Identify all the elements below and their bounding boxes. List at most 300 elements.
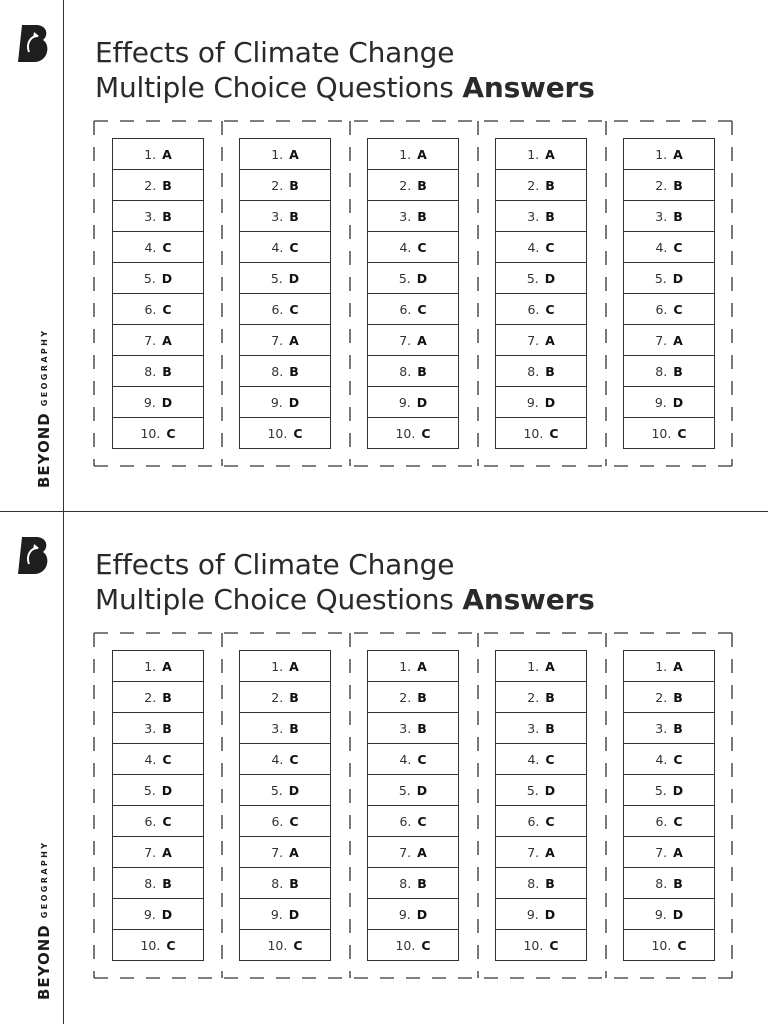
answer-letter: C	[545, 751, 555, 767]
answer-letter: B	[673, 875, 683, 891]
answer-row	[113, 263, 203, 294]
answer-row	[624, 899, 714, 930]
answer-row	[368, 263, 458, 294]
answer-letter: B	[417, 177, 427, 193]
answer-row	[368, 682, 458, 713]
question-number: 5.	[526, 782, 539, 798]
question-number: 10.	[140, 425, 161, 441]
question-number: 2.	[399, 177, 412, 193]
answer-row	[496, 201, 586, 232]
answer-letter: D	[416, 782, 428, 798]
answer-letter: B	[162, 208, 172, 224]
answer-row	[240, 837, 330, 868]
answer-row	[496, 806, 586, 837]
answer-letter: A	[417, 658, 427, 674]
answer-letter: A	[417, 844, 427, 860]
answer-letter: D	[416, 394, 428, 410]
question-number: 1.	[399, 146, 412, 162]
question-number: 9.	[654, 394, 667, 410]
answer-letter: B	[417, 720, 427, 736]
answer-column	[495, 650, 587, 961]
answer-row	[368, 744, 458, 775]
answer-row	[113, 682, 203, 713]
answer-column	[623, 138, 715, 449]
question-number: 2.	[271, 177, 284, 193]
question-number: 2.	[144, 177, 157, 193]
question-number: 10.	[651, 937, 672, 953]
answer-row	[368, 325, 458, 356]
question-number: 4.	[655, 239, 668, 255]
question-number: 7.	[144, 844, 157, 860]
answer-row	[496, 713, 586, 744]
question-number: 4.	[655, 751, 668, 767]
question-number: 5.	[143, 782, 156, 798]
brand-subname: GEOGRAPHY	[40, 840, 49, 919]
question-number: 10.	[140, 937, 161, 953]
answer-row	[368, 139, 458, 170]
answer-row	[624, 418, 714, 448]
question-number: 8.	[527, 363, 540, 379]
answer-row	[368, 868, 458, 899]
answer-letter: A	[545, 658, 555, 674]
page-title	[95, 547, 595, 617]
answer-letter: A	[673, 146, 683, 162]
answer-row	[240, 232, 330, 263]
question-number: 5.	[270, 782, 283, 798]
answer-row	[496, 387, 586, 418]
question-number: 3.	[527, 208, 540, 224]
answer-letter: D	[672, 270, 684, 286]
answer-row	[368, 806, 458, 837]
answer-row	[113, 837, 203, 868]
answer-row	[113, 201, 203, 232]
question-number: 4.	[399, 751, 412, 767]
question-number: 4.	[399, 239, 412, 255]
answer-row	[368, 837, 458, 868]
question-number: 2.	[144, 689, 157, 705]
answer-letter: B	[673, 363, 683, 379]
question-number: 8.	[527, 875, 540, 891]
answer-row	[496, 899, 586, 930]
answer-letter: B	[673, 208, 683, 224]
answer-row	[240, 651, 330, 682]
answer-letter: C	[673, 751, 683, 767]
question-number: 10.	[651, 425, 672, 441]
question-number: 7.	[527, 844, 540, 860]
answer-letter: C	[673, 239, 683, 255]
question-number: 6.	[655, 813, 668, 829]
title-line-2: Multiple Choice Questions	[95, 71, 454, 104]
question-number: 6.	[271, 813, 284, 829]
answer-letter: A	[289, 658, 299, 674]
question-number: 9.	[143, 394, 156, 410]
question-number: 8.	[399, 875, 412, 891]
answer-row	[240, 899, 330, 930]
answer-letter: A	[162, 658, 172, 674]
answer-letter: B	[545, 720, 555, 736]
answer-letter: B	[289, 363, 299, 379]
answer-letter: C	[162, 813, 172, 829]
brand-wordmark	[34, 329, 53, 488]
answer-letter: D	[544, 906, 556, 922]
question-number: 3.	[655, 208, 668, 224]
answer-column	[239, 650, 331, 961]
answer-row	[113, 868, 203, 899]
answer-letter: D	[161, 782, 173, 798]
answer-letter: A	[545, 332, 555, 348]
question-number: 7.	[271, 332, 284, 348]
answer-letter: B	[162, 177, 172, 193]
question-number: 9.	[526, 394, 539, 410]
answer-row	[624, 744, 714, 775]
question-number: 3.	[144, 208, 157, 224]
answer-row	[240, 356, 330, 387]
question-number: 3.	[399, 720, 412, 736]
brand-name: BEYOND	[35, 924, 53, 1000]
answer-row	[368, 775, 458, 806]
question-number: 8.	[271, 363, 284, 379]
answer-row	[368, 170, 458, 201]
answer-letter: C	[545, 239, 555, 255]
answer-letter: B	[545, 689, 555, 705]
question-number: 8.	[144, 875, 157, 891]
answer-row	[496, 682, 586, 713]
answer-letter: D	[544, 270, 556, 286]
answer-letter: C	[162, 239, 172, 255]
answer-row	[368, 356, 458, 387]
answer-row	[496, 775, 586, 806]
answer-letter: B	[417, 875, 427, 891]
question-number: 9.	[654, 906, 667, 922]
answer-letter: C	[421, 425, 431, 441]
answer-column	[495, 138, 587, 449]
question-number: 4.	[271, 751, 284, 767]
answer-letter: D	[161, 906, 173, 922]
answer-row	[113, 139, 203, 170]
answer-letter: C	[545, 813, 555, 829]
answer-row	[113, 418, 203, 448]
answer-row	[624, 930, 714, 960]
question-number: 5.	[398, 782, 411, 798]
answer-row	[496, 651, 586, 682]
margin-line	[63, 512, 64, 1024]
question-number: 1.	[399, 658, 412, 674]
answer-row	[240, 263, 330, 294]
answer-row	[368, 294, 458, 325]
answer-row	[240, 868, 330, 899]
answer-column	[367, 650, 459, 961]
question-number: 1.	[655, 658, 668, 674]
title-line-2: Multiple Choice Questions	[95, 583, 454, 616]
answer-letter: C	[549, 425, 559, 441]
answer-row	[240, 418, 330, 448]
answer-row	[496, 263, 586, 294]
question-number: 6.	[527, 301, 540, 317]
answer-row	[368, 418, 458, 448]
question-number: 1.	[527, 658, 540, 674]
answer-letter: C	[289, 751, 299, 767]
answer-row	[240, 744, 330, 775]
answer-letter: C	[417, 301, 427, 317]
question-number: 4.	[144, 239, 157, 255]
question-number: 1.	[271, 658, 284, 674]
answer-row	[113, 930, 203, 960]
question-number: 5.	[654, 270, 667, 286]
answer-letter: C	[289, 301, 299, 317]
answer-letter: C	[677, 425, 687, 441]
question-number: 2.	[655, 689, 668, 705]
answer-letter: A	[545, 146, 555, 162]
answer-letter: C	[417, 239, 427, 255]
answer-row	[240, 775, 330, 806]
question-number: 6.	[399, 813, 412, 829]
answer-row	[624, 713, 714, 744]
answer-letter: C	[421, 937, 431, 953]
answer-letter: D	[544, 782, 556, 798]
answer-row	[368, 930, 458, 960]
answer-row	[624, 837, 714, 868]
answer-row	[496, 837, 586, 868]
answer-row	[496, 294, 586, 325]
answer-row	[113, 713, 203, 744]
answer-letter: A	[673, 332, 683, 348]
answer-letter: C	[677, 937, 687, 953]
answer-row	[368, 387, 458, 418]
answer-letter: D	[672, 906, 684, 922]
answer-letter: B	[289, 689, 299, 705]
answer-row	[113, 775, 203, 806]
answer-letter: C	[417, 813, 427, 829]
question-number: 10.	[267, 937, 288, 953]
answer-letter: C	[293, 425, 303, 441]
answer-row	[240, 201, 330, 232]
question-number: 10.	[523, 425, 544, 441]
answer-row	[240, 170, 330, 201]
answer-row	[624, 806, 714, 837]
answer-row	[113, 744, 203, 775]
answer-letter: C	[162, 751, 172, 767]
answer-letter: C	[293, 937, 303, 953]
answer-letter: C	[673, 813, 683, 829]
answer-letter: B	[545, 363, 555, 379]
answer-row	[240, 682, 330, 713]
question-number: 2.	[399, 689, 412, 705]
answer-row	[240, 294, 330, 325]
answer-column	[112, 138, 204, 449]
answer-row	[113, 232, 203, 263]
answer-letter: A	[289, 844, 299, 860]
answer-letter: D	[161, 394, 173, 410]
answer-letter: D	[416, 906, 428, 922]
question-number: 2.	[655, 177, 668, 193]
question-number: 3.	[144, 720, 157, 736]
answer-row	[624, 775, 714, 806]
question-number: 8.	[655, 363, 668, 379]
question-number: 7.	[144, 332, 157, 348]
title-bold-answers: Answers	[462, 583, 595, 616]
answer-key-cutout	[93, 120, 733, 467]
answer-letter: D	[288, 906, 300, 922]
answer-row	[113, 356, 203, 387]
answer-row	[496, 744, 586, 775]
question-number: 6.	[655, 301, 668, 317]
answer-row	[624, 294, 714, 325]
answer-letter: B	[162, 363, 172, 379]
answer-letter: D	[672, 782, 684, 798]
answer-letter: B	[289, 875, 299, 891]
answer-letter: A	[673, 658, 683, 674]
answer-row	[368, 713, 458, 744]
beyond-logo-icon	[16, 24, 50, 64]
question-number: 6.	[399, 301, 412, 317]
question-number: 9.	[398, 394, 411, 410]
question-number: 8.	[144, 363, 157, 379]
question-number: 2.	[527, 177, 540, 193]
brand-subname: GEOGRAPHY	[40, 328, 49, 407]
answer-letter: A	[417, 146, 427, 162]
answer-letter: C	[673, 301, 683, 317]
answer-row	[113, 170, 203, 201]
answer-row	[624, 387, 714, 418]
question-number: 3.	[271, 720, 284, 736]
answer-letter: B	[289, 208, 299, 224]
answer-row	[113, 651, 203, 682]
question-number: 1.	[144, 146, 157, 162]
answer-row	[624, 356, 714, 387]
answer-row	[368, 651, 458, 682]
question-number: 7.	[399, 332, 412, 348]
answer-letter: A	[673, 844, 683, 860]
answer-letter: B	[545, 875, 555, 891]
question-number: 6.	[271, 301, 284, 317]
answer-row	[624, 651, 714, 682]
question-number: 10.	[523, 937, 544, 953]
question-number: 10.	[395, 937, 416, 953]
question-number: 9.	[526, 906, 539, 922]
question-number: 5.	[270, 270, 283, 286]
answer-row	[496, 170, 586, 201]
answer-row	[496, 930, 586, 960]
question-number: 4.	[271, 239, 284, 255]
answer-row	[496, 232, 586, 263]
answer-letter: C	[549, 937, 559, 953]
title-line-1: Effects of Climate Change	[95, 548, 455, 581]
answer-row	[240, 806, 330, 837]
answer-letter: A	[545, 844, 555, 860]
question-number: 4.	[527, 239, 540, 255]
answer-row	[624, 170, 714, 201]
answer-row	[496, 356, 586, 387]
answer-row	[368, 232, 458, 263]
question-number: 3.	[527, 720, 540, 736]
question-number: 1.	[271, 146, 284, 162]
answer-letter: D	[288, 270, 300, 286]
question-number: 4.	[144, 751, 157, 767]
question-number: 5.	[654, 782, 667, 798]
answer-letter: D	[288, 394, 300, 410]
answer-row	[624, 868, 714, 899]
question-number: 6.	[144, 813, 157, 829]
question-number: 6.	[527, 813, 540, 829]
answer-row	[240, 387, 330, 418]
question-number: 10.	[395, 425, 416, 441]
question-number: 8.	[399, 363, 412, 379]
answer-row	[240, 713, 330, 744]
answer-letter: B	[417, 689, 427, 705]
answer-row	[624, 682, 714, 713]
answer-letter: B	[673, 720, 683, 736]
answer-letter: C	[289, 239, 299, 255]
answer-key-cutout	[93, 632, 733, 979]
question-number: 5.	[143, 270, 156, 286]
question-number: 2.	[271, 689, 284, 705]
answer-letter: C	[545, 301, 555, 317]
question-number: 7.	[271, 844, 284, 860]
question-number: 4.	[527, 751, 540, 767]
answer-letter: C	[166, 425, 176, 441]
question-number: 2.	[527, 689, 540, 705]
answer-letter: B	[162, 875, 172, 891]
question-number: 7.	[527, 332, 540, 348]
answer-letter: B	[417, 363, 427, 379]
margin-line	[63, 0, 64, 512]
answer-letter: D	[672, 394, 684, 410]
answer-letter: B	[545, 208, 555, 224]
answer-letter: C	[289, 813, 299, 829]
answer-letter: B	[162, 720, 172, 736]
answer-letter: D	[161, 270, 173, 286]
answer-row	[113, 294, 203, 325]
answer-letter: B	[673, 177, 683, 193]
answer-column	[367, 138, 459, 449]
answer-letter: B	[289, 720, 299, 736]
answer-letter: C	[166, 937, 176, 953]
answer-row	[240, 139, 330, 170]
question-number: 1.	[527, 146, 540, 162]
question-number: 5.	[526, 270, 539, 286]
question-number: 1.	[144, 658, 157, 674]
answer-row	[624, 263, 714, 294]
beyond-logo-icon	[16, 536, 50, 576]
question-number: 8.	[655, 875, 668, 891]
answer-letter: B	[545, 177, 555, 193]
answer-row	[624, 232, 714, 263]
answer-letter: D	[544, 394, 556, 410]
answer-letter: B	[417, 208, 427, 224]
answer-column	[623, 650, 715, 961]
answer-row	[496, 325, 586, 356]
answer-row	[113, 806, 203, 837]
answer-letter: C	[417, 751, 427, 767]
answer-letter: C	[162, 301, 172, 317]
question-number: 9.	[270, 906, 283, 922]
question-number: 5.	[398, 270, 411, 286]
question-number: 3.	[655, 720, 668, 736]
answer-letter: B	[162, 689, 172, 705]
answer-row	[624, 325, 714, 356]
answer-row	[496, 868, 586, 899]
question-number: 8.	[271, 875, 284, 891]
brand-name: BEYOND	[35, 412, 53, 488]
answer-row	[368, 899, 458, 930]
answer-letter: A	[162, 146, 172, 162]
question-number: 3.	[399, 208, 412, 224]
answer-row	[496, 139, 586, 170]
answer-column	[112, 650, 204, 961]
answer-letter: D	[416, 270, 428, 286]
answer-letter: A	[417, 332, 427, 348]
question-number: 7.	[655, 844, 668, 860]
